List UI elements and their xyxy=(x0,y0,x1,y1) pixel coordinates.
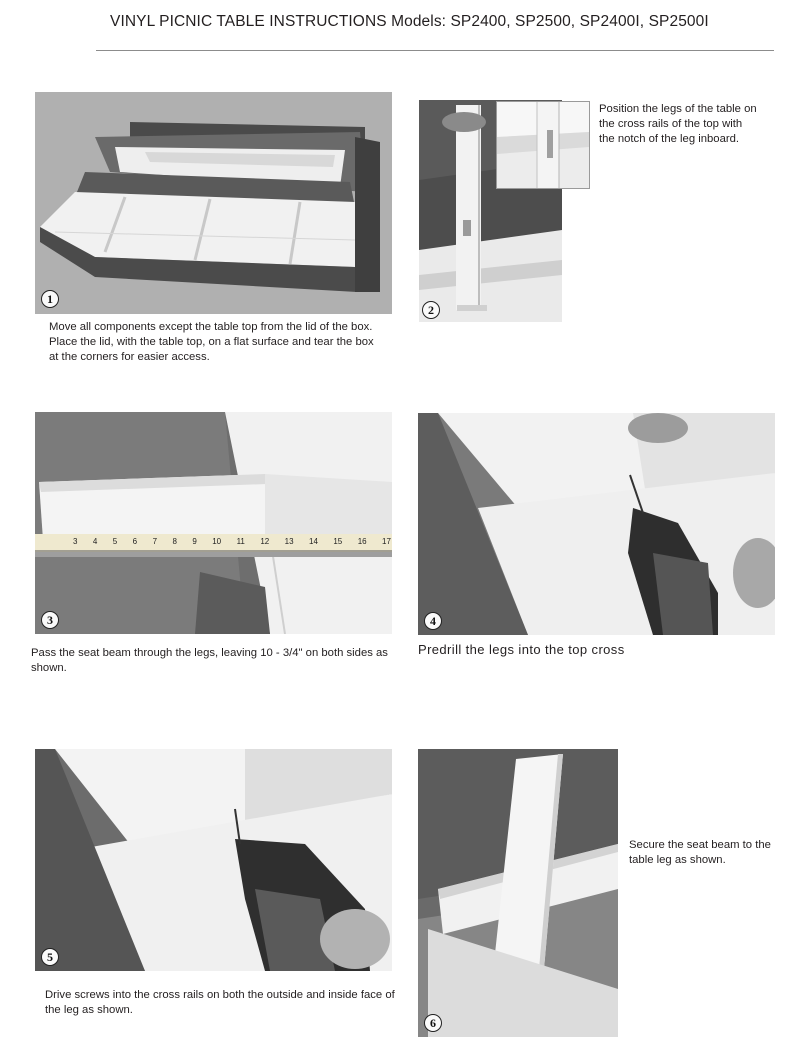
tape-mark: 11 xyxy=(236,537,245,546)
step-3-photo xyxy=(35,412,392,634)
tape-mark: 12 xyxy=(260,537,270,546)
step-6-photo xyxy=(418,749,618,1037)
step-1-caption: Move all components except the table top from the lid of the box. Place the lid, with the table top, on a flat surface and tear the box at the corners for easier access. xyxy=(49,321,374,363)
step-3-caption: Pass the seat beam through the legs, leaving 10 - 3/4" on both sides as shown. xyxy=(31,647,388,674)
tape-mark: 3 xyxy=(73,537,78,546)
step-4-photo xyxy=(418,413,775,635)
step-5-badge: 5 xyxy=(41,948,59,966)
page-title: VINYL PICNIC TABLE INSTRUCTIONS Models: SP2400, SP2500, SP2400I, SP2500I xyxy=(110,13,709,30)
tape-mark: 8 xyxy=(172,537,177,546)
step-5-caption: Drive screws into the cross rails on both the outside and inside face of the leg as shown. xyxy=(45,989,395,1016)
tape-mark: 14 xyxy=(309,537,318,546)
tape-mark: 7 xyxy=(152,537,158,546)
tape-measure-marks xyxy=(73,537,391,551)
tape-mark: 4 xyxy=(92,537,98,546)
step-1-badge: 1 xyxy=(41,290,59,308)
tape-mark: 17 xyxy=(382,537,391,546)
tape-mark: 9 xyxy=(192,537,197,546)
step-3-badge: 3 xyxy=(41,611,59,629)
step-1-photo xyxy=(35,92,392,314)
tape-mark: 16 xyxy=(357,537,367,546)
tape-mark: 13 xyxy=(284,537,294,546)
step-2-caption: Position the legs of the table on the cross rails of the top with the notch of the leg inboard. xyxy=(599,103,757,145)
step-6-badge: 6 xyxy=(424,1014,442,1032)
step-4-caption: Predrill the legs into the top cross xyxy=(418,642,625,657)
tape-mark: 5 xyxy=(112,537,118,546)
step-6-caption: Secure the seat beam to the table leg as shown. xyxy=(629,839,771,866)
tape-mark: 6 xyxy=(132,537,138,546)
tape-mark: 15 xyxy=(333,537,343,546)
step-2-inset-photo xyxy=(496,101,590,189)
step-2-badge: 2 xyxy=(422,301,440,319)
tape-mark: 10 xyxy=(212,537,222,546)
header-divider xyxy=(96,50,774,51)
step-4-badge: 4 xyxy=(424,612,442,630)
step-5-photo xyxy=(35,749,392,971)
